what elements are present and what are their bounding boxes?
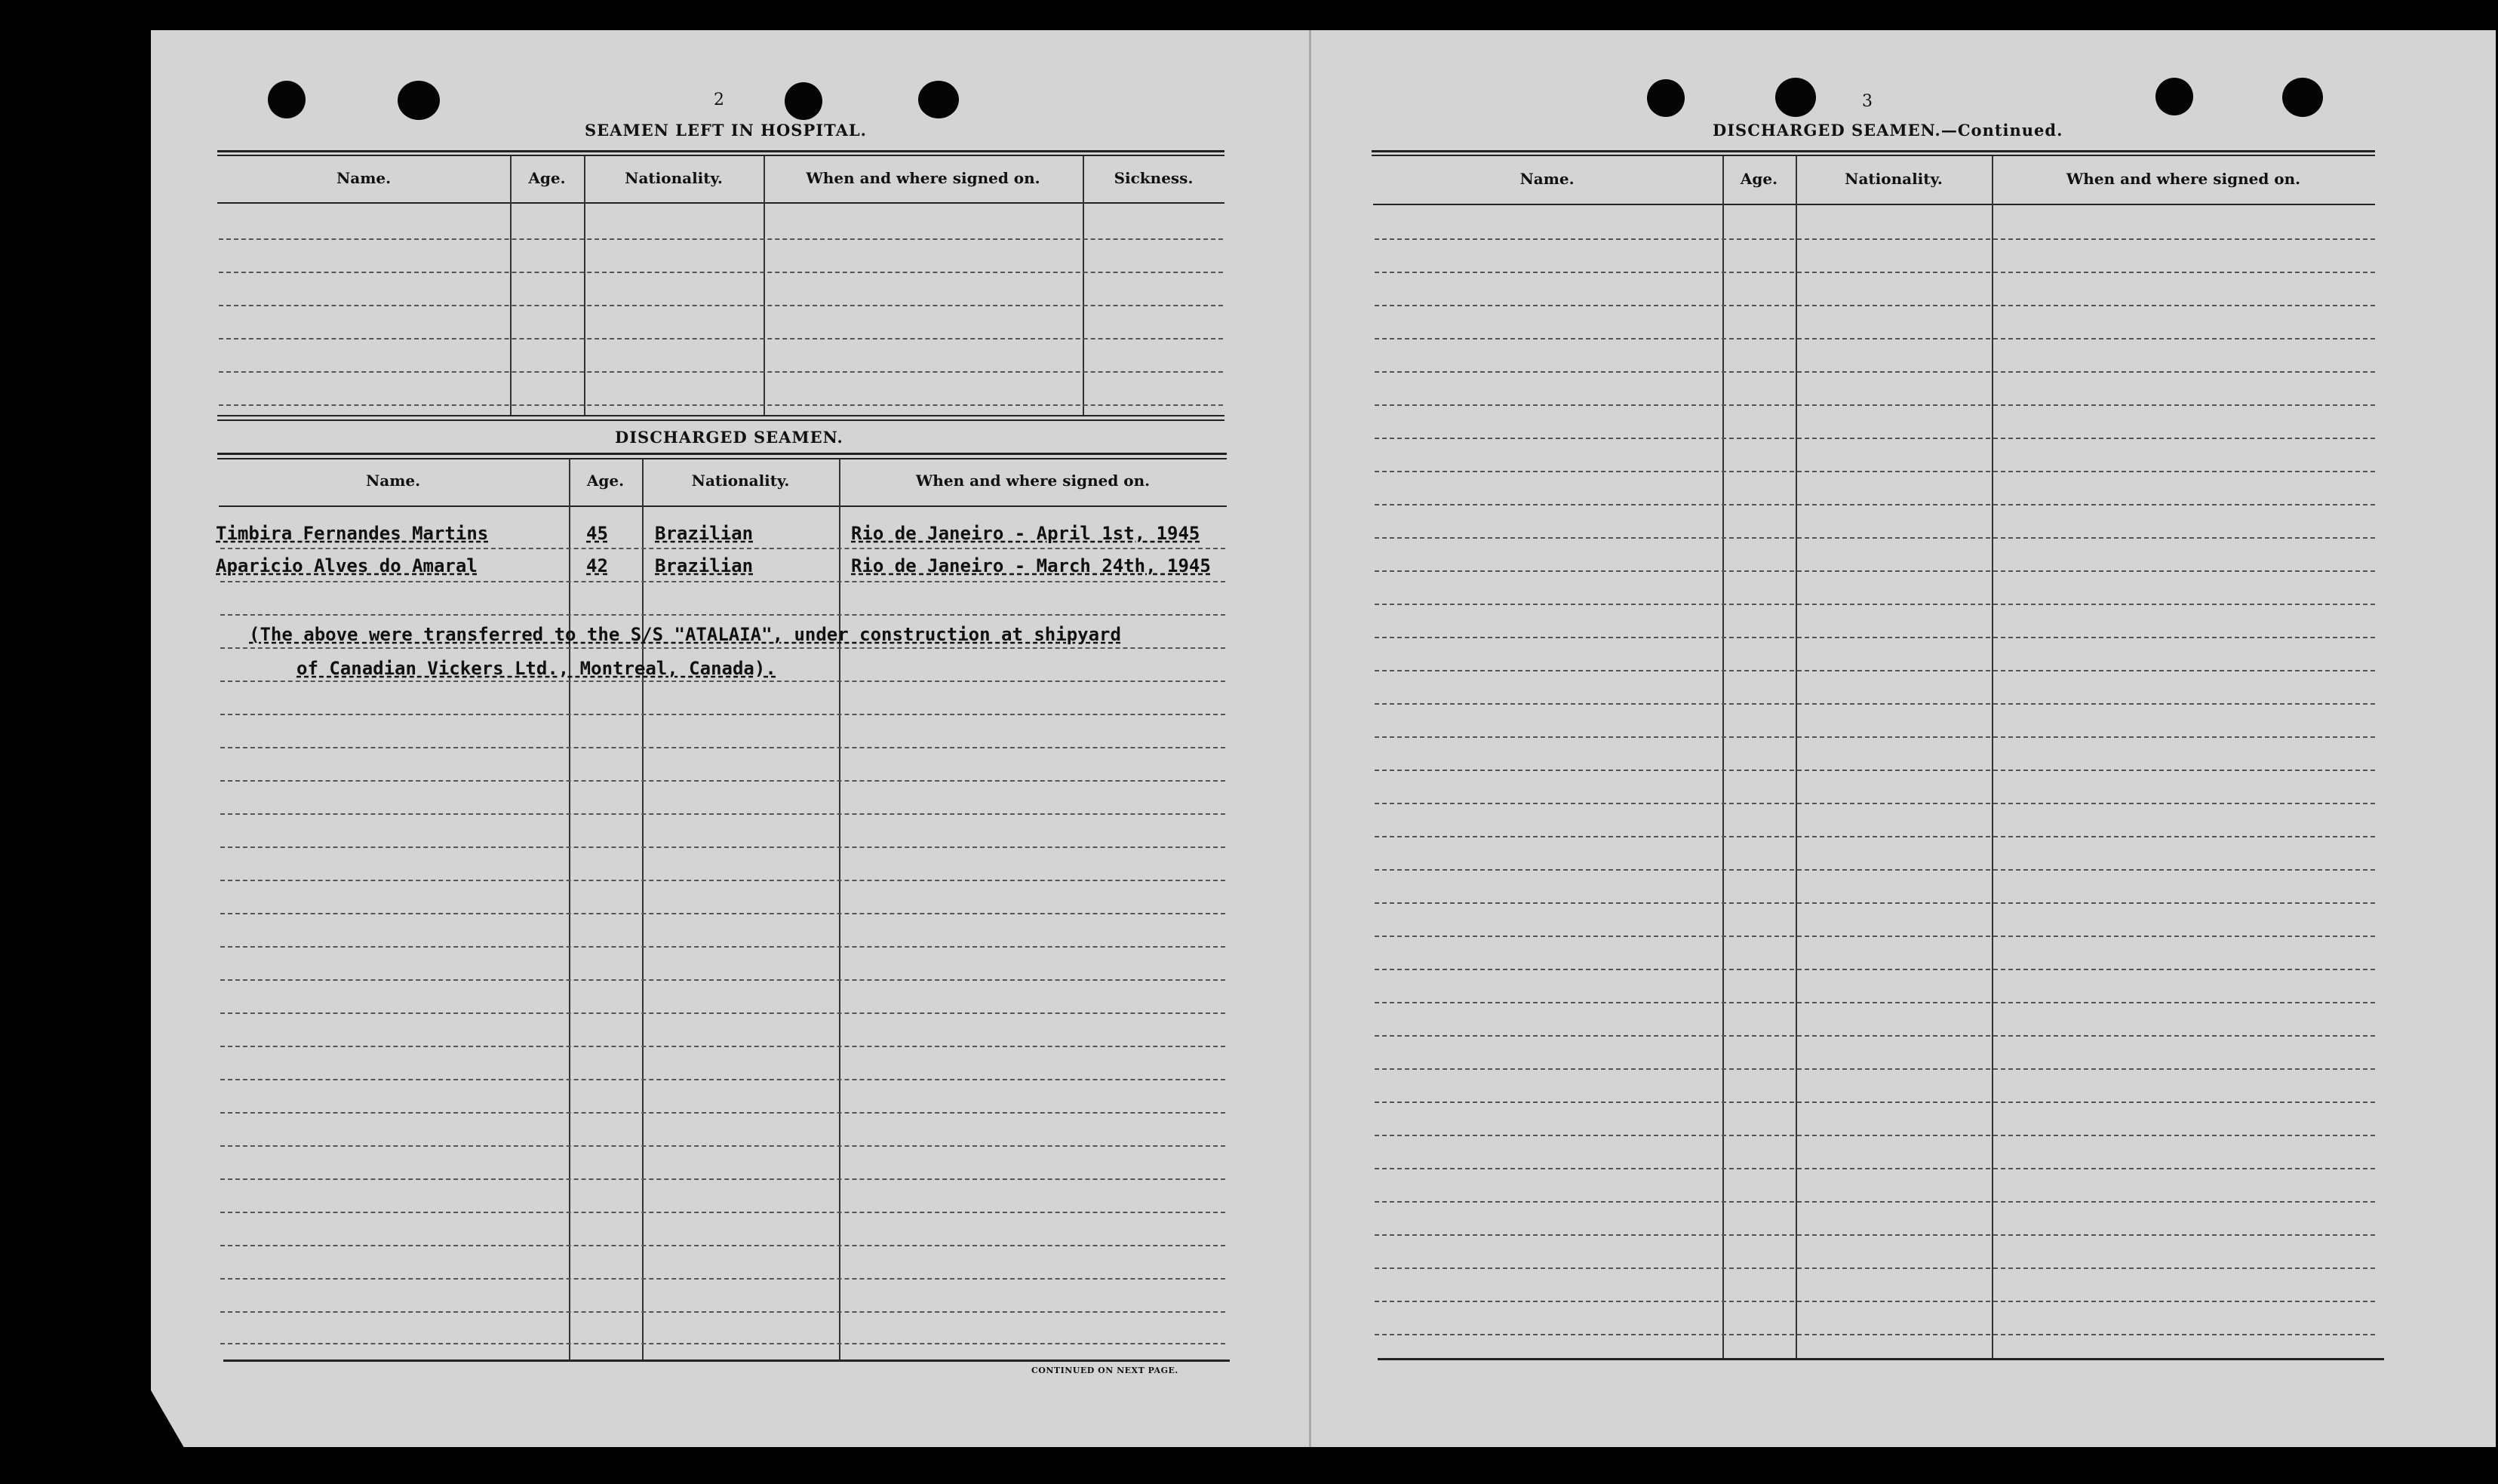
page-fold xyxy=(1309,30,1311,1447)
entry-line xyxy=(219,305,1223,306)
entry-line xyxy=(1375,869,2375,871)
entry-line xyxy=(1375,1301,2375,1302)
entry-line xyxy=(1375,570,2375,572)
entry-line xyxy=(1375,371,2375,373)
entry-line xyxy=(220,1046,1225,1047)
column-header-signed-on: When and where signed on. xyxy=(2066,170,2301,188)
page-number: 2 xyxy=(714,91,724,109)
column-header-name: Name. xyxy=(365,472,421,490)
entry-line xyxy=(1375,1002,2375,1003)
entry-line xyxy=(1375,1068,2375,1070)
entry-line xyxy=(1375,1168,2375,1169)
entry-line xyxy=(220,1012,1225,1014)
entry-line xyxy=(1375,736,2375,738)
entry-line xyxy=(1375,471,2375,472)
entry-line xyxy=(1375,703,2375,705)
column-header-signed-on: When and where signed on. xyxy=(915,472,1151,490)
column-divider xyxy=(642,459,644,1360)
entry-line xyxy=(1375,936,2375,937)
entry-line xyxy=(1375,902,2375,904)
table-rule xyxy=(223,1360,1230,1362)
entry-line xyxy=(1375,537,2375,539)
column-divider xyxy=(1992,156,1993,1358)
column-header-name: Name. xyxy=(1519,170,1575,188)
column-divider xyxy=(839,459,840,1360)
entry-line xyxy=(220,1278,1225,1280)
seaman-name: Timbira Fernandes Martins xyxy=(216,523,489,544)
seaman-nationality: Brazilian xyxy=(655,555,754,576)
column-header-name: Name. xyxy=(336,169,392,187)
column-header-nationality: Nationality. xyxy=(691,472,790,490)
column-header-sickness: Sickness. xyxy=(1114,169,1194,187)
column-header-signed-on: When and where signed on. xyxy=(806,169,1040,187)
punch-hole xyxy=(2282,78,2323,117)
column-divider xyxy=(1722,156,1724,1358)
entry-line xyxy=(1375,1334,2375,1335)
entry-line xyxy=(220,747,1225,748)
transfer-note-line-2: of Canadian Vickers Ltd., Montreal, Canada). xyxy=(297,658,776,679)
entry-line xyxy=(219,272,1223,273)
entry-line xyxy=(220,846,1225,848)
entry-line xyxy=(220,813,1225,815)
table-rule xyxy=(1378,1358,2384,1360)
entry-line xyxy=(1375,305,2375,306)
table-rule xyxy=(217,453,1227,455)
entry-line xyxy=(1375,404,2375,406)
seaman-signed-on: Rio de Janeiro - April 1st, 1945 xyxy=(851,523,1200,544)
entry-line xyxy=(1375,1267,2375,1269)
column-header-age: Age. xyxy=(528,169,566,187)
entry-line xyxy=(220,1245,1225,1246)
entry-line xyxy=(1375,238,2375,240)
column-header-nationality: Nationality. xyxy=(1845,170,1943,188)
column-divider xyxy=(764,156,765,415)
punch-hole xyxy=(2155,78,2193,115)
punch-hole xyxy=(1775,78,1816,117)
column-header-age: Age. xyxy=(586,472,625,490)
entry-line xyxy=(220,548,1225,549)
entry-line xyxy=(220,1212,1225,1213)
table-rule xyxy=(217,419,1224,421)
entry-line xyxy=(1375,1101,2375,1103)
entry-line xyxy=(220,1079,1225,1080)
entry-line xyxy=(1375,803,2375,804)
punch-hole xyxy=(1647,79,1685,117)
entry-line xyxy=(1375,969,2375,970)
table-rule xyxy=(217,150,1224,152)
entry-line xyxy=(220,581,1225,582)
seaman-age: 45 xyxy=(586,523,608,544)
entry-line xyxy=(1375,1201,2375,1203)
seaman-name: Aparicio Alves do Amaral xyxy=(216,555,478,576)
discharged-title: DISCHARGED SEAMEN. xyxy=(615,428,843,447)
punch-hole xyxy=(785,82,822,120)
punch-hole xyxy=(918,81,959,118)
entry-line xyxy=(1375,1035,2375,1037)
entry-line xyxy=(220,913,1225,914)
column-header-age: Age. xyxy=(1740,170,1778,188)
entry-line xyxy=(220,1178,1225,1180)
entry-line xyxy=(220,681,1225,682)
entry-line xyxy=(219,404,1223,406)
entry-line xyxy=(1375,770,2375,771)
entry-line xyxy=(220,1112,1225,1114)
page-number: 3 xyxy=(1862,92,1873,111)
entry-line xyxy=(1375,637,2375,638)
entry-line xyxy=(220,614,1225,616)
table-rule xyxy=(1372,155,2375,156)
column-divider xyxy=(1083,156,1084,415)
transfer-note-line-1: (The above were transferred to the S/S "ATALAIA", under construction at shipyard xyxy=(249,624,1121,645)
table-rule xyxy=(1373,204,2375,205)
column-divider xyxy=(584,156,585,415)
continued-footer: CONTINUED ON NEXT PAGE. xyxy=(1031,1366,1178,1375)
entry-line xyxy=(220,1311,1225,1313)
entry-line xyxy=(1375,338,2375,340)
table-rule xyxy=(1372,150,2375,152)
punch-hole xyxy=(398,81,440,120)
entry-line xyxy=(219,238,1223,240)
entry-line xyxy=(1375,438,2375,439)
punch-hole xyxy=(268,81,306,118)
column-divider xyxy=(510,156,512,415)
table-rule xyxy=(217,155,1224,156)
entry-line xyxy=(220,714,1225,715)
entry-line xyxy=(220,880,1225,881)
hospital-title: SEAMEN LEFT IN HOSPITAL. xyxy=(585,121,867,140)
entry-line xyxy=(1375,1234,2375,1236)
column-header-nationality: Nationality. xyxy=(625,169,723,187)
discharged-continued-title: DISCHARGED SEAMEN.—Continued. xyxy=(1713,121,2063,140)
table-rule xyxy=(217,458,1227,459)
entry-line xyxy=(219,338,1223,340)
entry-line xyxy=(1375,604,2375,605)
column-divider xyxy=(1796,156,1797,1358)
entry-line xyxy=(220,1145,1225,1147)
column-divider xyxy=(569,459,570,1360)
seaman-nationality: Brazilian xyxy=(655,523,754,544)
entry-line xyxy=(220,946,1225,948)
entry-line xyxy=(219,371,1223,373)
entry-line xyxy=(220,1343,1225,1344)
table-rule xyxy=(217,202,1224,204)
entry-line xyxy=(1375,670,2375,671)
table-rule xyxy=(219,505,1227,507)
entry-line xyxy=(220,979,1225,981)
entry-line xyxy=(1375,1135,2375,1136)
entry-line xyxy=(1375,836,2375,837)
table-rule xyxy=(217,415,1224,416)
entry-line xyxy=(220,647,1225,649)
entry-line xyxy=(1375,504,2375,505)
seaman-signed-on: Rio de Janeiro - March 24th, 1945 xyxy=(851,555,1211,576)
seaman-age: 42 xyxy=(586,555,608,576)
entry-line xyxy=(1375,272,2375,273)
entry-line xyxy=(220,780,1225,782)
